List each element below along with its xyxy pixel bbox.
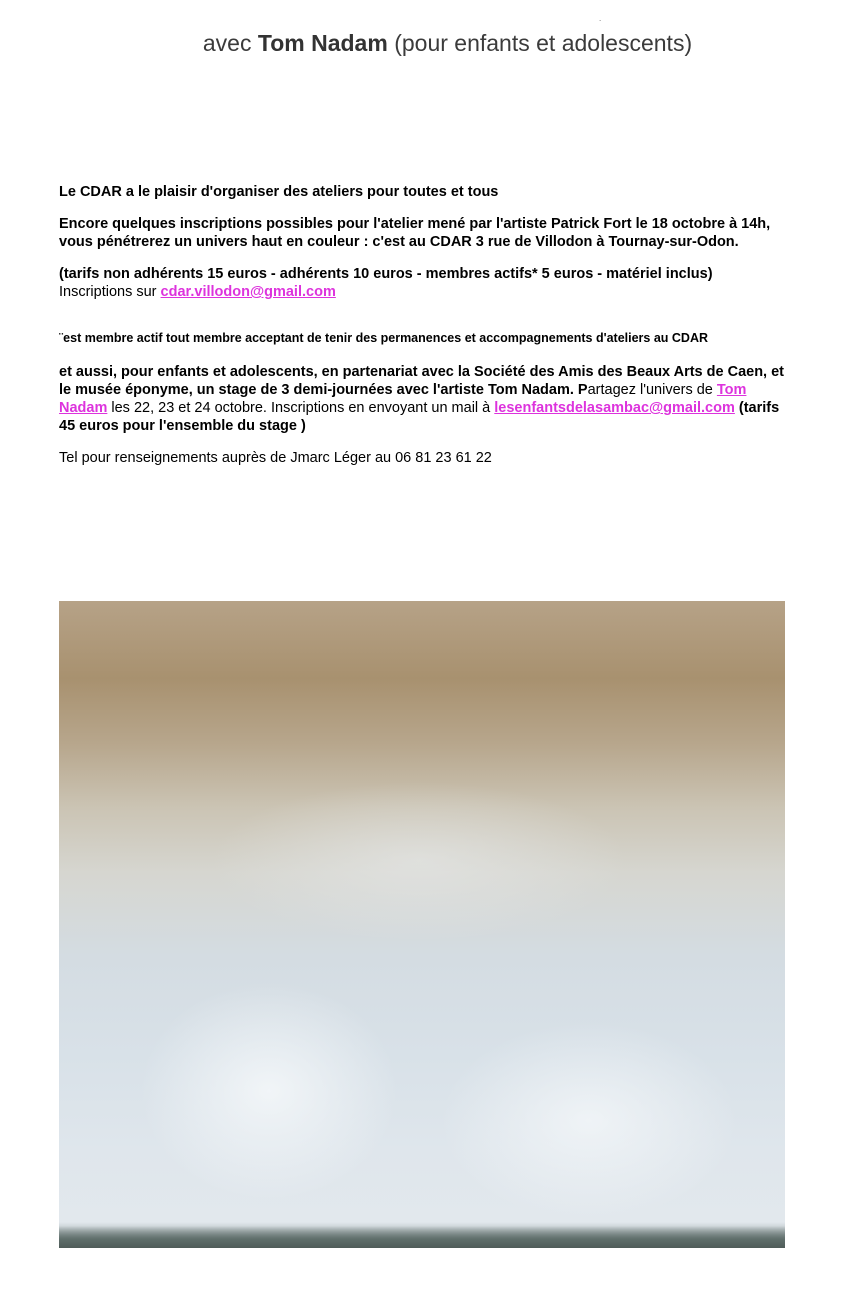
stage-price: (tarifs 45 euros pour l'ensemble du stage ) bbox=[59, 400, 780, 434]
painting-cloud-left bbox=[139, 981, 399, 1201]
pricing-text: (tarifs non adhérents 15 euros - adhérents 10 euros - membres actifs* 5 euros - matériel inclus) bbox=[59, 266, 713, 282]
header-suffix: (pour enfants et adolescents) bbox=[387, 30, 693, 56]
children-workshop-share: artagez l'univers de bbox=[587, 382, 717, 398]
member-note: ¨est membre actif tout membre acceptant de tenir des permanences et accompagnements d'ateliers au CDAR bbox=[59, 331, 709, 345]
painting-ground bbox=[59, 1226, 785, 1248]
sambac-email-link[interactable]: lesenfantsdelasambac@gmail.com bbox=[494, 400, 735, 416]
intro-paragraph: Le CDAR a le plaisir d'organiser des ateliers pour toutes et tous bbox=[59, 184, 499, 200]
children-workshop-dates: les 22, 23 et 24 octobre. Inscriptions en envoyant un mail à bbox=[107, 400, 495, 416]
painting-cloud-right bbox=[439, 1021, 739, 1221]
workshop-paragraph: Encore quelques inscriptions possibles pour l'atelier mené par l'artiste Patrick Fort le 18 octobre à 14h, vous pénétrerez un univers haut en couleur : c'est au CDAR 3 rue de Villodon à Tournay-sur-Odon. bbox=[59, 216, 771, 250]
page-header bbox=[0, 28, 852, 58]
children-workshop-bold: et aussi, pour enfants et adolescents, en partenariat avec la Société des Amis des Beaux Arts de Caen, et le musée éponyme, un stage de 3 demi-journées avec l'artiste Tom Nadam. P bbox=[59, 364, 784, 398]
pricing-paragraph bbox=[59, 265, 789, 301]
children-workshop-paragraph bbox=[59, 363, 789, 435]
registration-label: Inscriptions sur bbox=[59, 284, 161, 300]
contact-phone: Tel pour renseignements auprès de Jmarc Léger au 06 81 23 61 22 bbox=[59, 450, 492, 466]
tom-nadam-link[interactable]: Tom Nadam bbox=[59, 382, 747, 416]
painting-mist-upper bbox=[209, 781, 629, 941]
cdar-email-link[interactable]: cdar.villodon@gmail.com bbox=[160, 284, 336, 300]
painting-image bbox=[59, 601, 785, 1248]
article-body bbox=[59, 183, 789, 467]
header-prefix: avec bbox=[202, 30, 258, 56]
stray-dot: . bbox=[599, 14, 602, 23]
header-artist-name: Tom Nadam bbox=[257, 30, 388, 56]
